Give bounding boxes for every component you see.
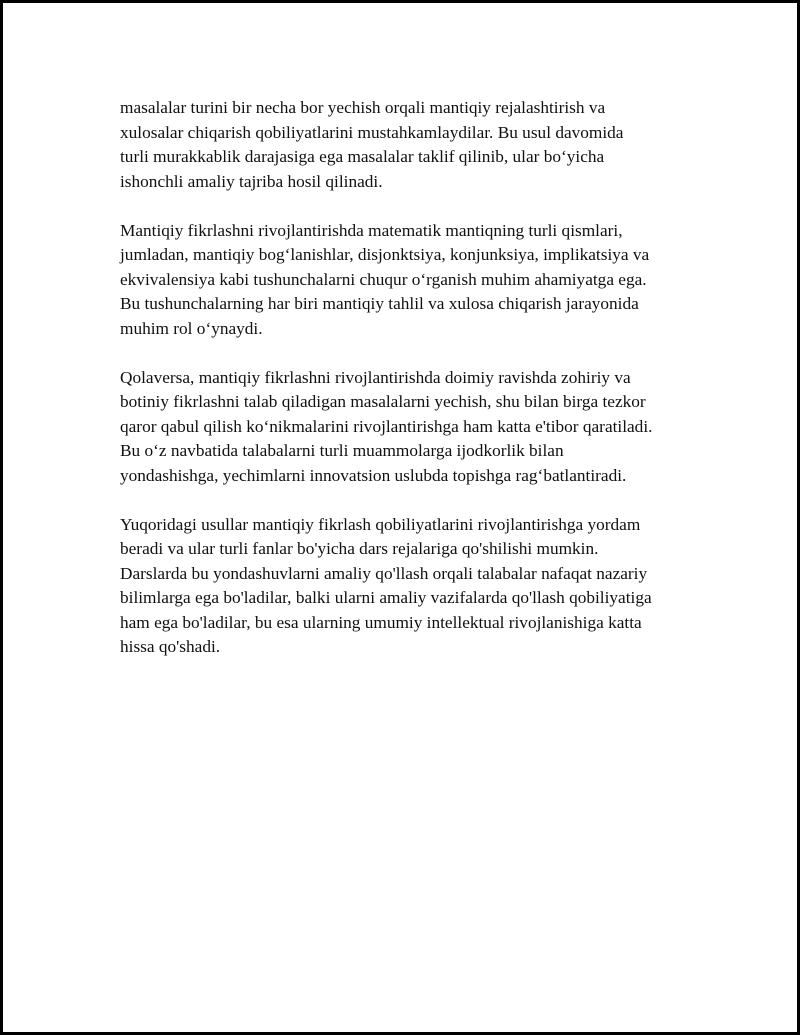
text-line: Qolaversa, mantiqiy fikrlashni rivojlantirishda doimiy ravishda zohiriy va [120, 367, 631, 387]
text-line: ishonchli amaliy tajriba hosil qilinadi. [120, 171, 383, 191]
text-line: hissa qo'shadi. [120, 637, 221, 656]
text-line: Mantiqiy fikrlashni rivojlantirishda matematik mantiqning turli qismlari, [120, 220, 623, 240]
text-line: muhim rol o‘ynaydi. [120, 318, 263, 338]
text-line: beradi va ular turli fanlar bo'yicha dars rejalariga qo'shilishi mumkin. [120, 539, 599, 558]
text-line: masalalar turini bir necha bor yechish orqali mantiqiy rejalashtirish va [120, 98, 606, 117]
text-line: ekvivalensiya kabi tushunchalarni chuqur o‘rganish muhim ahamiyatga ega. [120, 269, 647, 289]
paragraph-2 [120, 219, 690, 342]
text-line: Bu tushunchalarning har biri mantiqiy tahlil va xulosa chiqarish jarayonida [120, 294, 639, 313]
text-line: qaror qabul qilish ko‘nikmalarini rivojlantirishga ham katta e'tibor qaratiladi. [120, 416, 653, 436]
paragraph-3 [120, 366, 690, 489]
document-body [120, 96, 690, 684]
text-line: bilimlarga ega bo'ladilar, balki ularni amaliy vazifalarda qo'llash qobiliyatiga [120, 588, 652, 607]
paragraph-4 [120, 513, 690, 660]
text-line: Bu o‘z navbatida talabalarni turli muammolarga ijodkorlik bilan [120, 441, 564, 460]
text-line: yondashishga, yechimlarni innovatsion uslubda topishga rag‘batlantiradi. [120, 465, 627, 485]
text-line: jumladan, mantiqiy bog‘lanishlar, disjonktsiya, konjunksiya, implikatsiya va [120, 245, 650, 264]
text-line: Yuqoridagi usullar mantiqiy fikrlash qobiliyatlarini rivojlantirishga yordam [120, 514, 641, 534]
text-line: Darslarda bu yondashuvlarni amaliy qo'llash orqali talabalar nafaqat nazariy [120, 563, 648, 583]
paragraph-1 [120, 96, 690, 194]
text-line: xulosalar chiqarish qobiliyatlarini mustahkamlaydilar. Bu usul davomida [120, 122, 624, 142]
text-line: ham ega bo'ladilar, bu esa ularning umumiy intellektual rivojlanishiga katta [120, 612, 642, 632]
text-line: turli murakkablik darajasiga ega masalalar taklif qilinib, ular bo‘yicha [120, 147, 605, 166]
text-line: botiniy fikrlashni talab qiladigan masalalarni yechish, shu bilan birga tezkor [120, 392, 646, 411]
